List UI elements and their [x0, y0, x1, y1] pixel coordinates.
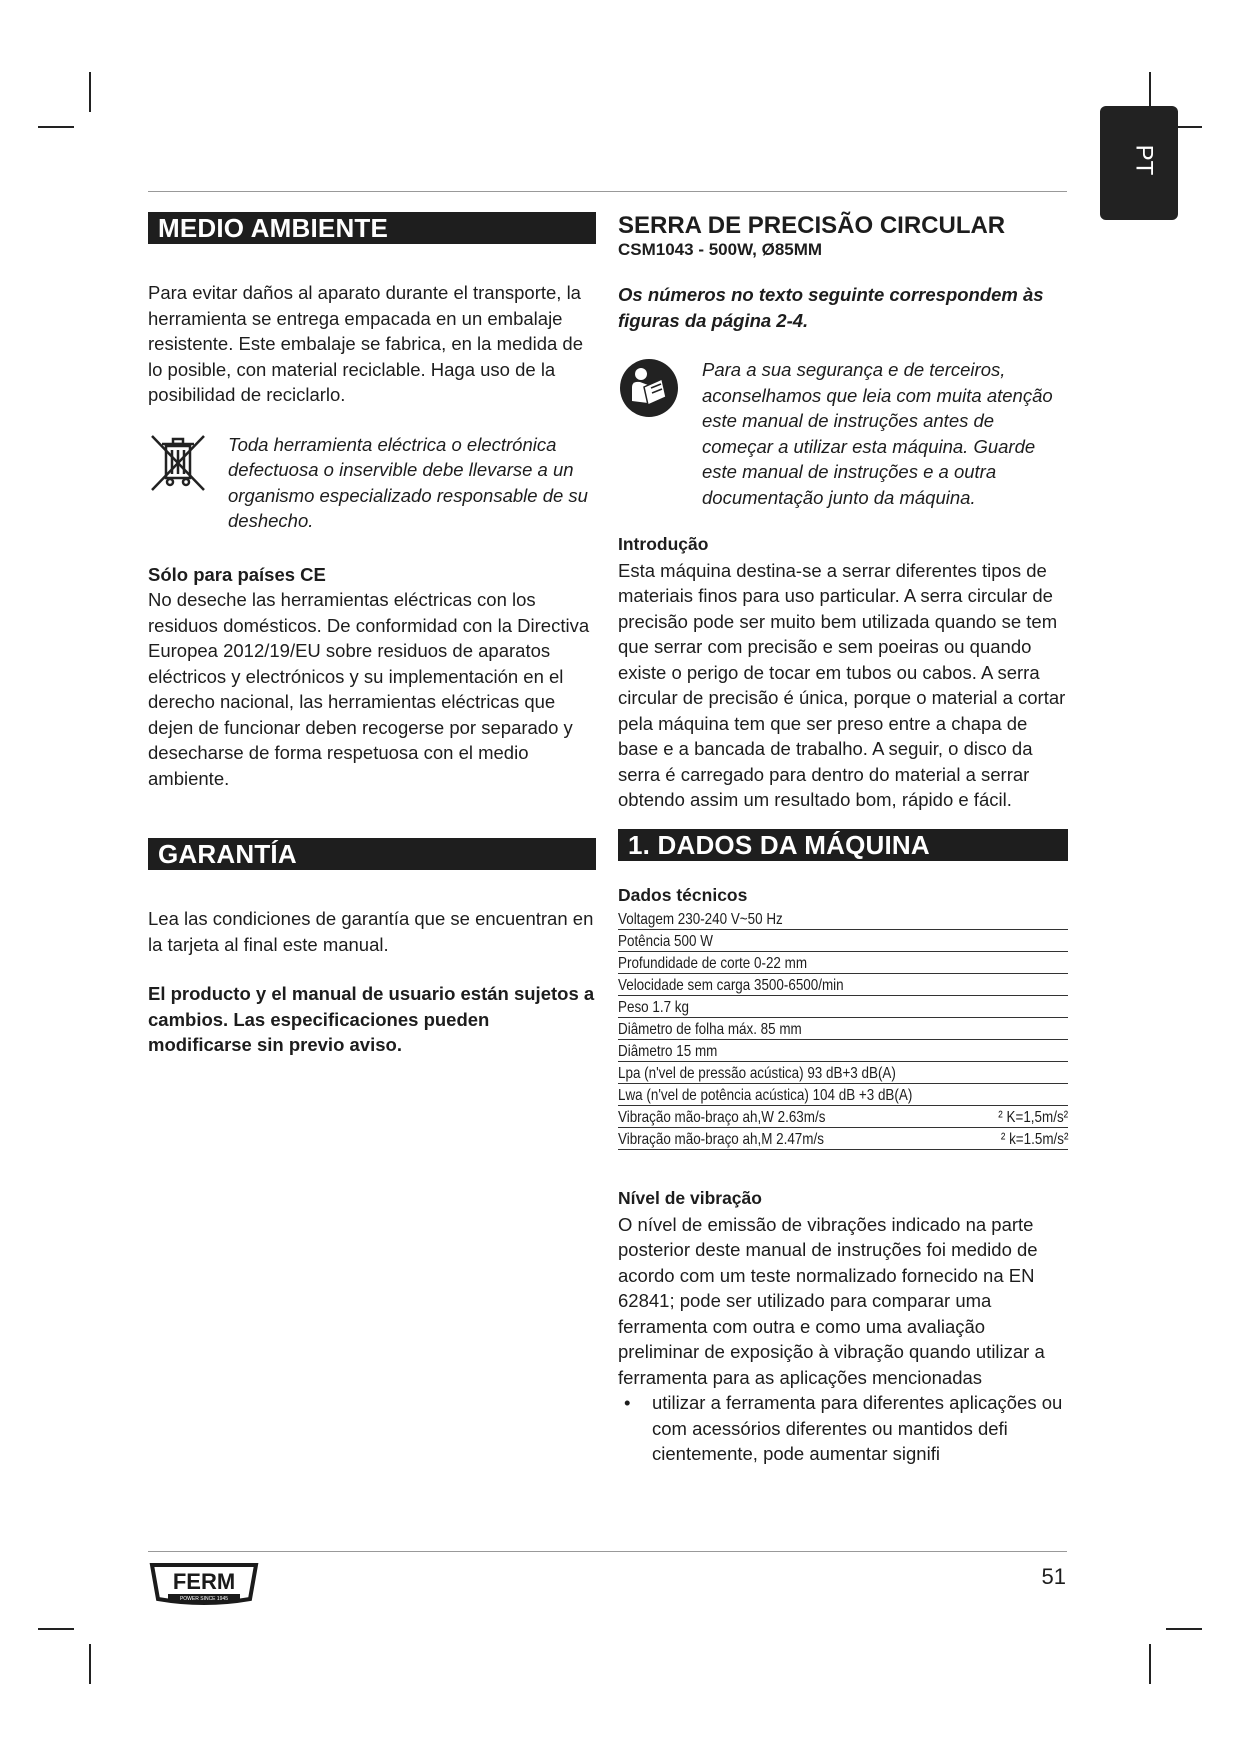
crop-mark: [89, 72, 91, 112]
language-tab: [1100, 106, 1178, 220]
read-manual-icon: [618, 357, 702, 424]
crop-mark: [1149, 1644, 1151, 1684]
ferm-logo: [148, 1561, 260, 1614]
crop-mark: [38, 126, 74, 128]
spec-label: Potência 500 W: [618, 932, 713, 950]
page-number: 51: [1041, 1564, 1066, 1589]
crop-mark: [1166, 1628, 1202, 1630]
left-column: [148, 212, 596, 1058]
table-row: [618, 974, 1068, 996]
ce-text: No deseche las herramientas eléctricas con los residuos domésticos. De conformidad con la Directiva Europea 2012/19/EU sobre residuos de aparatos eléctricos y electrónicos y su implementación en el derecho nacional, las herramientas eléctricas que dejen de funcionar deben recogerse por separado y desecharse de forma respetuosa con el medio ambiente.: [148, 589, 590, 789]
table-row: [618, 1084, 1068, 1106]
spec-extra: ² k=1.5m/s²: [1000, 1130, 1068, 1148]
specs-title: Dados técnicos: [618, 884, 748, 905]
header-rule: [148, 191, 1067, 192]
crop-mark: [38, 1628, 74, 1630]
table-row: [618, 1106, 1068, 1128]
section-heading-medio-ambiente: MEDIO AMBIENTE: [148, 212, 596, 244]
garantia-note: El producto y el manual de usuario están sujetos a cambios. Las especificaciones pueden modificarse sin previo aviso.: [148, 983, 595, 1055]
table-row: [618, 1018, 1068, 1040]
list-item: • utilizar a ferramenta para diferentes aplicações ou com acessórios diferentes ou mantidos defi cientemente, pode aumentar signifi: [618, 1390, 1068, 1467]
table-row: [618, 952, 1068, 974]
product-model: CSM1043 - 500W, Ø85MM: [618, 240, 823, 259]
weee-text: Toda herramienta eléctrica o electrónica defectuosa o inservible debe llevarse a un organismo especializado responsable de su deshecho.: [228, 433, 588, 531]
packaging-paragraph: Para evitar daños al aparato durante el transporte, la herramienta se entrega empacada en un embalaje resistente. Este embalaje se fabrica, en la medida de lo posible, con material reciclable. Haga uso de la posibilidad de reciclarlo.: [148, 282, 583, 405]
safety-text: Para a sua segurança e de terceiros, aconselhamos que leia com muita atenção este manual de instruções antes de começar a utilizar esta máquina. Guarde este manual de instruções e a outra documentação junto da máquina.: [702, 359, 1053, 508]
weee-bin-icon: [148, 432, 228, 499]
spec-label: Vibração mão-braço ah,W 2.63m/s: [618, 1108, 826, 1126]
intro-title: Introdução: [618, 534, 709, 554]
ce-title: Sólo para países CE: [148, 563, 326, 585]
specs-table: [618, 908, 1068, 1150]
language-tab-label: PT: [1130, 144, 1158, 176]
crop-mark: [89, 1644, 91, 1684]
table-row: [618, 908, 1068, 930]
svg-text:FERM: FERM: [172, 1569, 236, 1594]
safety-notice: [618, 357, 1068, 510]
table-row: [618, 996, 1068, 1018]
vibration-title: Nível de vibração: [618, 1188, 762, 1208]
garantia-paragraph: Lea las condiciones de garantía que se encuentran en la tarjeta al final este manual.: [148, 908, 594, 955]
table-row: [618, 930, 1068, 952]
weee-notice: [148, 432, 596, 534]
spec-label: Peso 1.7 kg: [618, 998, 689, 1016]
spec-label: Profundidade de corte 0-22 mm: [618, 954, 808, 972]
table-row: [618, 1062, 1068, 1084]
spec-label: Voltagem 230-240 V~50 Hz: [618, 910, 783, 928]
vibration-bullets: [618, 1390, 1068, 1467]
spec-label: Diâmetro 15 mm: [618, 1042, 718, 1060]
table-row: [618, 1128, 1068, 1150]
spec-label: Velocidade sem carga 3500-6500/min: [618, 976, 844, 994]
spec-label: Diâmetro de folha máx. 85 mm: [618, 1020, 802, 1038]
vibration-text: O nível de emissão de vibrações indicado na parte posterior deste manual de instruções foi medido de acordo com um teste normalizado fornecido na EN 62841; pode ser utilizado para comparar uma ferramenta com outra e como uma avaliação preliminar de exposição à vibração quando utilizar a ferramenta para as aplicações mencionadas: [618, 1213, 1045, 1388]
product-title: SERRA DE PRECISÃO CIRCULAR: [618, 212, 1006, 239]
section-heading-dados-maquina: 1. DADOS DA MÁQUINA: [618, 829, 1068, 861]
section-heading-garantia: GARANTÍA: [148, 838, 596, 870]
spec-label: Lpa (n'vel de pressão acústica) 93 dB+3 dB(A): [618, 1064, 896, 1082]
spec-label: Vibração mão-braço ah,M 2.47m/s: [618, 1130, 824, 1148]
right-column: [618, 212, 1068, 1467]
spec-label: Lwa (n'vel de potência acústica) 104 dB +3 dB(A): [618, 1086, 913, 1104]
table-row: [618, 1040, 1068, 1062]
figures-note: Os números no texto seguinte correspondem às figuras da página 2-4.: [618, 284, 1044, 331]
footer-rule: [148, 1551, 1067, 1552]
svg-text:POWER SINCE 1945: POWER SINCE 1945: [179, 1596, 229, 1602]
spec-extra: ² K=1,5m/s²: [998, 1108, 1068, 1126]
intro-text: Esta máquina destina-se a serrar diferentes tipos de materiais finos para uso particular. A serra circular de precisão pode ser muito bem utilizada quando se tem que serrar com precisão e sem poeiras ou quando existe o perigo de tocar em tubos ou cabos. A serra circular de precisão é única, porque o material a cortar pela máquina tem que ser preso entre a chapa de base e a bancada de trabalho. A seguir, o disco da serra é carregado para dentro do material a serrar obtendo assim um resultado bom, rápido e fácil.: [618, 559, 1066, 810]
